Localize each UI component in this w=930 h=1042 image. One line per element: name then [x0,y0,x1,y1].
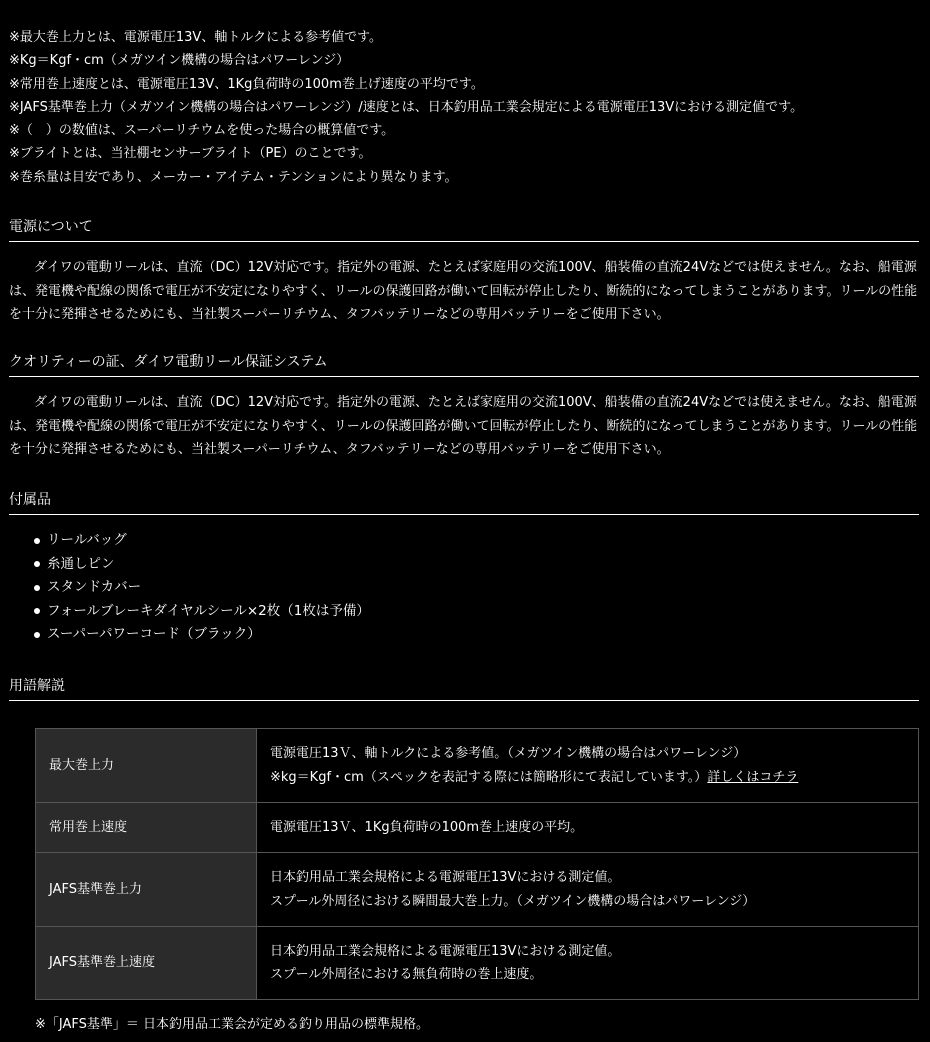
description-line: 日本釣用品工業会規格による電源電圧13Vにおける測定値。 [270,943,621,959]
section-title-glossary: 用語解説 [9,676,919,701]
list-item [34,623,370,647]
list-item [34,576,370,600]
note-jafs: ※JAFS基準巻上力（メガツイン機構の場合はパワーレンジ）/速度とは、日本釣用品工業会規定による電源電圧13Vにおける測定値です。 [9,99,804,115]
description-cell [257,803,919,853]
jafs-footnote: ※「JAFS基準」＝ 日本釣用品工業会が定める釣り用品の標準規格。 [35,1017,430,1032]
section-body-warranty: ダイワの電動リールは、直流（DC）12V対応です。指定外の電源、たとえば家庭用の交流100V、船装備の直流24Vなどでは使えません。なお、船電源は、発電機や配線の関係で電圧が不安定になりやすく、リールの保護回路が働いて回転が停止したり、断続的になってしまうことがあります。リールの性能を十分に発揮させるためにも、当社製スーパーリチウム、タフバッテリーなどの専用バッテリーをご使用下さい。 [9,395,918,457]
term-cell: 常用巻上速度 [36,803,257,853]
note-bright: ※ブライトとは、当社棚センサーブライト（PE）のことです。 [9,146,372,162]
description-line [270,766,905,790]
spec-notes [9,26,921,189]
description-line: 電源電圧13Ｖ、1Kg負荷時の100m巻上速度の平均。 [270,819,584,835]
description-cell [257,853,919,927]
bullet-icon [34,538,40,544]
description-line: スプール外周径における無負荷時の巻上速度。 [270,967,543,982]
description-line: スプール外周径における瞬間最大巻上力。（メガツイン機構の場合はパワーレンジ） [270,893,756,909]
bullet-icon [34,585,40,591]
accessories-list [34,529,370,647]
table-row [36,729,919,803]
list-item [34,529,370,553]
list-item [34,600,370,624]
description-cell [257,927,919,1000]
note-line-capacity: ※巻糸量は目安であり、メーカー・アイテム・テンションにより異なります。 [9,169,458,185]
table-row [36,803,919,853]
description-line: 電源電圧13Ｖ、軸トルクによる参考値。（メガツイン機構の場合はパワーレンジ） [270,746,747,761]
term-cell: JAFS基準巻上速度 [36,927,257,1000]
accessory-label: フォールブレーキダイヤルシール×2枚（1枚は予備） [47,602,370,619]
section-title-power: 電源について [9,217,919,242]
note-kg-unit: ※Kg＝Kgf・cm（メガツイン機構の場合はパワーレンジ） [9,53,350,69]
note-winding-speed: ※常用巻上速度とは、電源電圧13V、1Kg負荷時の100m巻上げ速度の平均です。 [9,76,484,92]
description-cell [257,729,919,803]
section-title-warranty: クオリティーの証、ダイワ電動リール保証システム [9,352,919,377]
accessory-label: 糸通しピン [47,555,115,572]
term-cell: JAFS基準巻上力 [36,853,257,927]
bullet-icon [34,561,40,567]
section-title-accessories: 付属品 [9,490,919,515]
list-item [34,553,370,577]
section-body-power: ダイワの電動リールは、直流（DC）12V対応です。指定外の電源、たとえば家庭用の交流100V、船装備の直流24Vなどでは使えません。なお、船電源は、発電機や配線の関係で電圧が不安定になりやすく、リールの保護回路が働いて回転が停止したり、断続的になってしまうことがあります。リールの性能を十分に発揮させるためにも、当社製スーパーリチウム、タフバッテリーなどの専用バッテリーをご使用下さい。 [9,260,918,322]
accessory-label: スーパーパワーコード（ブラック） [47,626,261,642]
bullet-icon [34,632,40,638]
accessory-label: リールバッグ [47,532,127,548]
term-cell: 最大巻上力 [36,729,257,803]
bullet-icon [34,608,40,614]
note-parentheses: ※（ ）の数値は、スーパーリチウムを使った場合の概算値です。 [9,123,395,139]
details-link[interactable]: 詳しくはコチラ [707,769,799,785]
accessory-label: スタンドカバー [47,579,142,595]
table-row [36,927,919,1000]
note-max-winding-power: ※最大巻上力とは、電源電圧13V、軸トルクによる参考値です。 [9,30,383,45]
glossary-table [35,728,919,1000]
table-row [36,853,919,927]
description-line: 日本釣用品工業会規格による電源電圧13Vにおける測定値。 [270,870,621,885]
description-text: ※kg＝Kgf・cm（スペックを表記する際には簡略形にて表記しています。） [270,769,708,785]
